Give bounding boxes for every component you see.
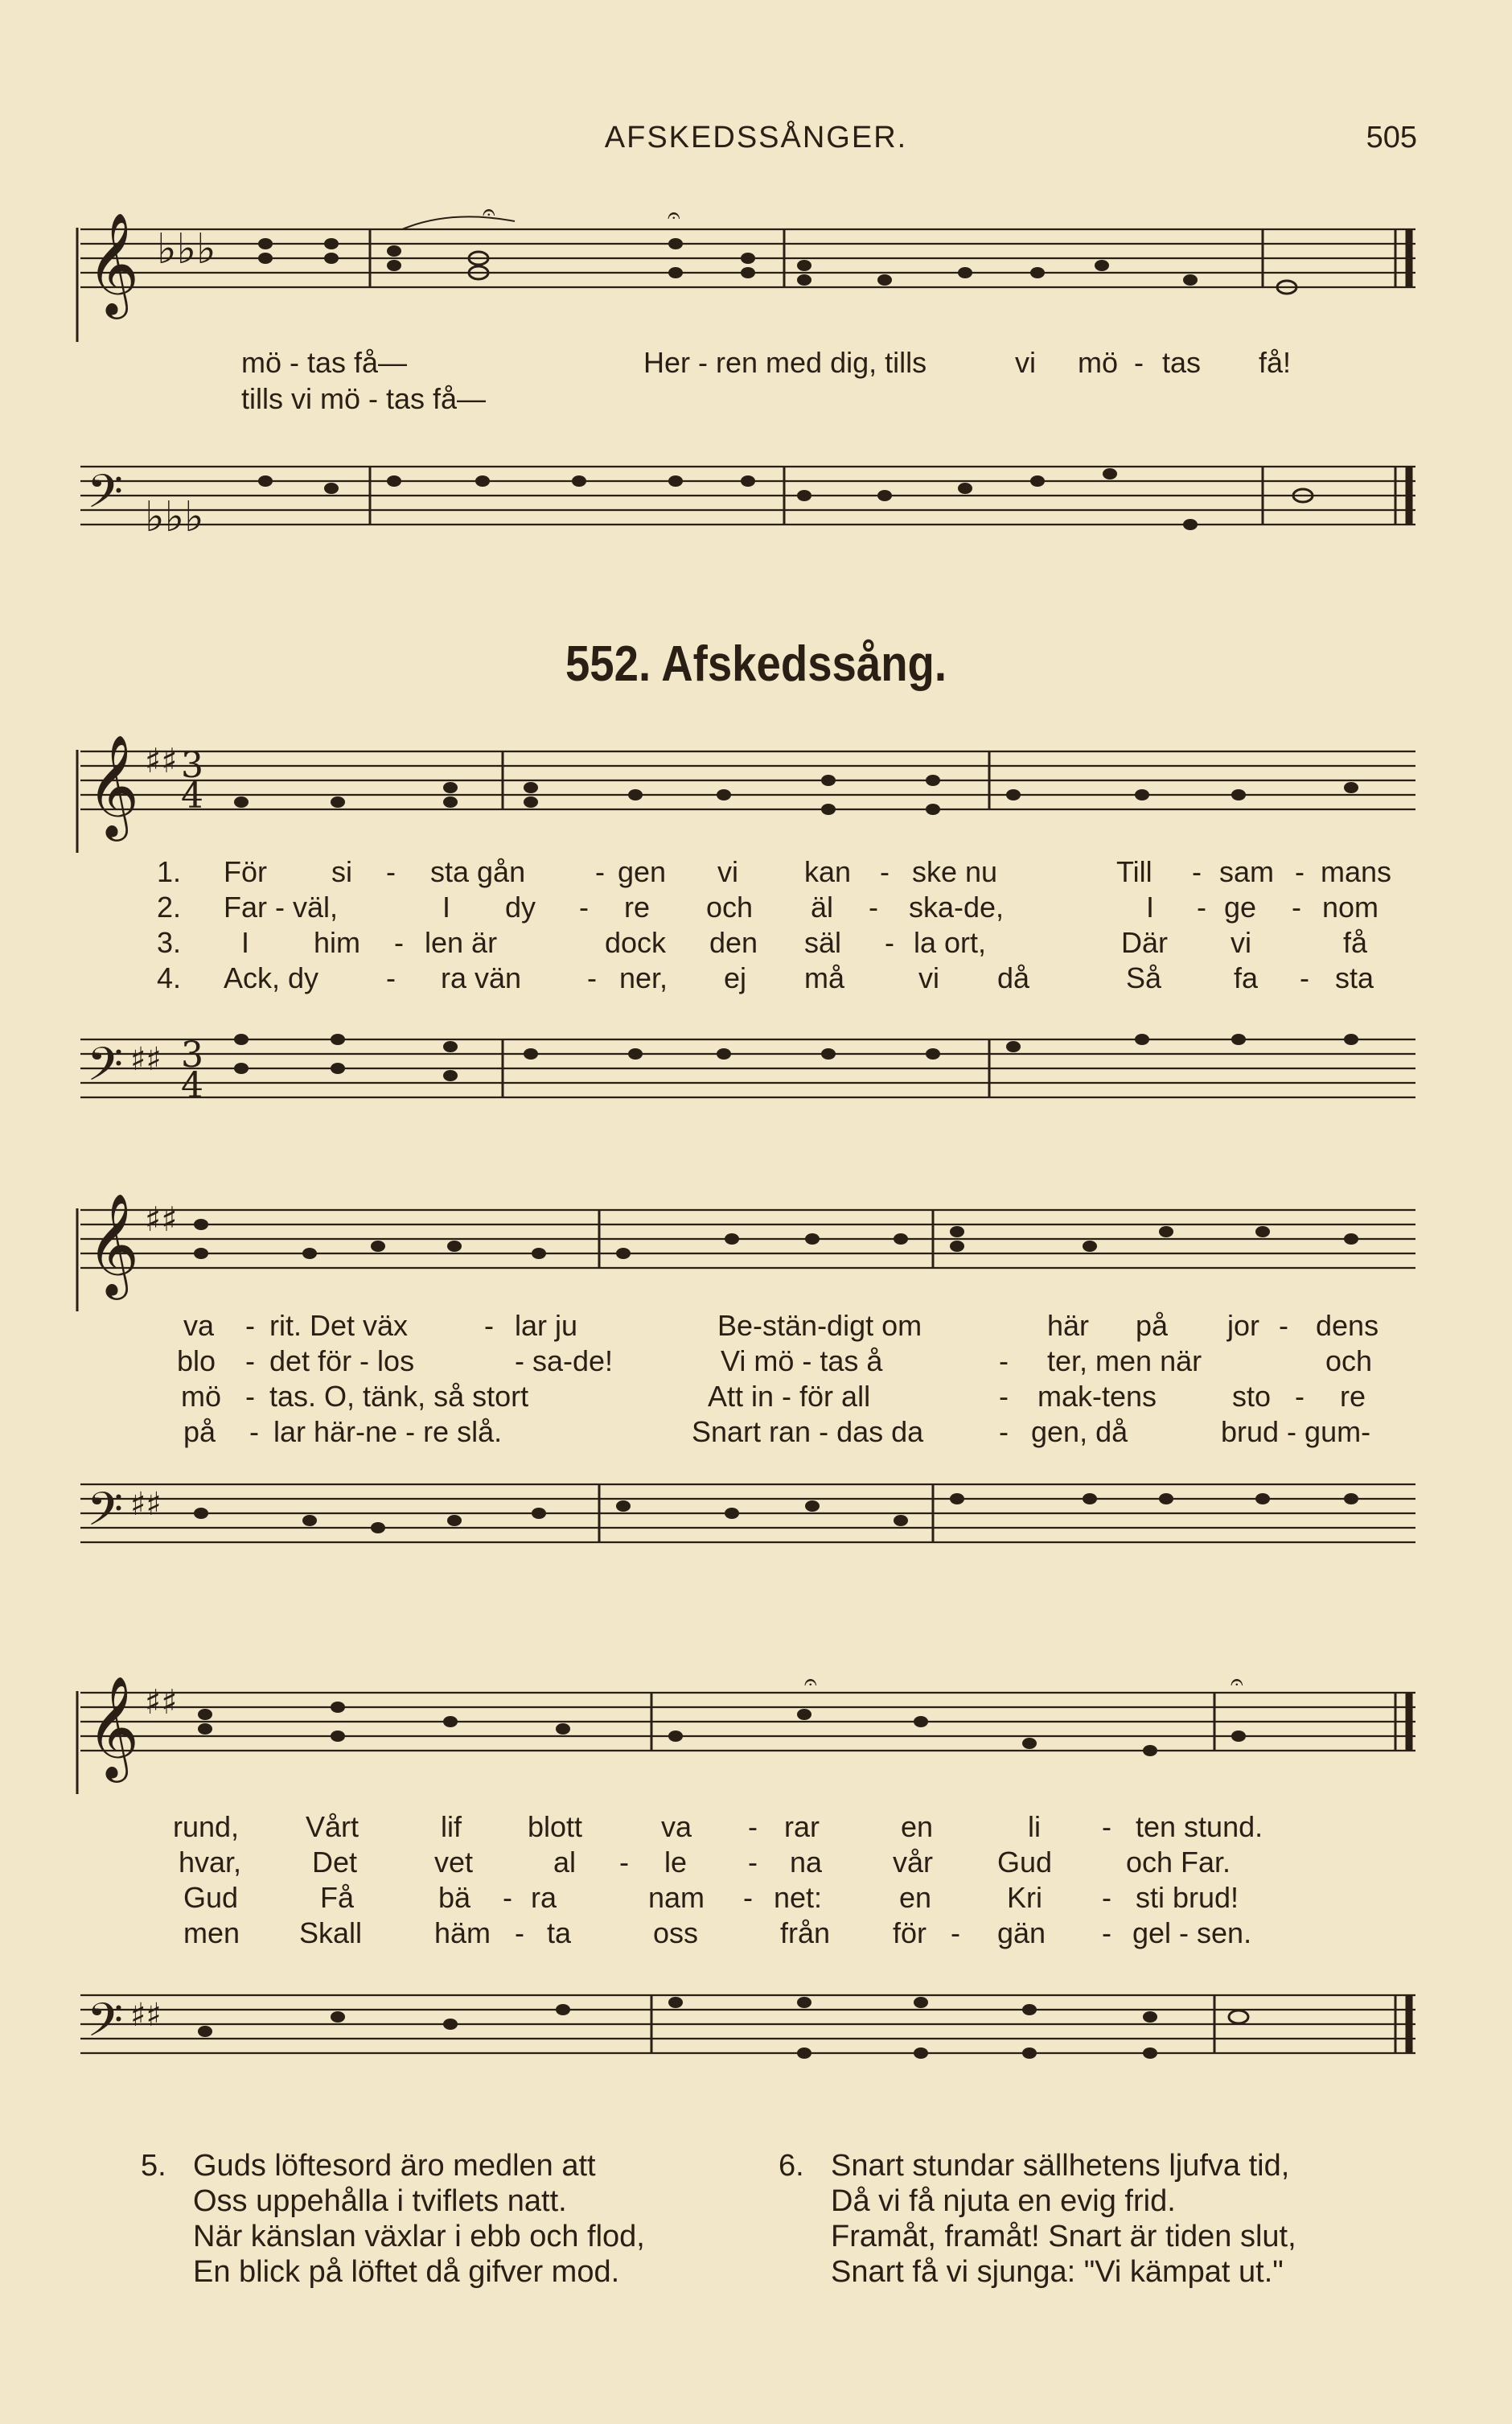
- system2-treble-staff: [0, 1191, 1512, 1311]
- prev-bass-staff: [0, 451, 1512, 587]
- sharp-icon: ♯♯: [145, 741, 178, 780]
- svg-text:♯♯: ♯♯: [130, 1486, 162, 1523]
- prev-lyric-6: tas: [1162, 346, 1202, 379]
- svg-text:𝄐: 𝄐: [483, 205, 495, 225]
- stanza-line: Oss uppehålla i tviflets natt.: [193, 2184, 567, 2218]
- svg-text:4: 4: [181, 1065, 203, 1106]
- svg-text:♯♯: ♯♯: [130, 1041, 162, 1078]
- prev-lyric-7: få!: [1259, 346, 1292, 379]
- system3-treble-staff: [0, 1673, 1512, 1794]
- svg-text:♯♯: ♯♯: [145, 1200, 178, 1239]
- treble-clef-icon: 𝄞: [87, 1192, 140, 1295]
- prev-lyric-4: mö: [1078, 346, 1119, 379]
- time-sig-bottom: 4: [181, 776, 203, 817]
- bass-clef-icon: 𝄢: [87, 1482, 124, 1548]
- stanza-line: Framåt, framåt! Snart är tiden slut,: [831, 2220, 1296, 2253]
- system3-verse-4: men Skall häm - ta oss från för - gän - gel - sen.: [183, 1916, 1252, 1949]
- system2-verse-3: mö - tas. O, tänk, så stort Att in - för all - mak-tens sto - re: [181, 1380, 1366, 1413]
- system3-verse-2: hvar, Det vet al - le - na vår Gud och Far.: [179, 1846, 1231, 1879]
- bass-clef-icon: 𝄢: [87, 1037, 124, 1103]
- system1-verse-2: Far - väl, I dy - re och äl - ska-de, I - ge - nom: [224, 891, 1379, 924]
- system2-verse-2: blo - det för - los - sa-de! Vi mö - tas å - ter, men när och: [177, 1344, 1373, 1377]
- page-number: 505: [1366, 121, 1417, 154]
- verse-number: 4.: [157, 961, 182, 994]
- svg-text:♭♭♭: ♭♭♭: [145, 493, 204, 541]
- stanza-number: 5.: [141, 2149, 166, 2183]
- system1-verse-1: För si - sta gån - gen vi kan - ske nu Till - sam - mans: [224, 855, 1392, 888]
- treble-clef-icon: 𝄞: [87, 212, 140, 315]
- prev-lyric-1: mö - tas få—: [241, 346, 408, 379]
- prev-treble-staff: [0, 205, 1512, 342]
- system2-verse-1: va - rit. Det väx - lar ju Be-stän-digt om här på jor - dens: [183, 1309, 1379, 1342]
- system1-treble-staff: [0, 732, 1512, 853]
- bass-clef-icon: 𝄢: [87, 1993, 124, 2059]
- svg-text:3: 3: [181, 1035, 203, 1076]
- stanza-line: En blick på löftet då gifver mod.: [193, 2255, 620, 2289]
- svg-text:𝄐: 𝄐: [804, 1673, 817, 1695]
- svg-text:♯♯: ♯♯: [130, 1997, 162, 2034]
- treble-clef-icon: 𝄞: [87, 734, 140, 837]
- prev-lyric-line-2: tills vi mö - tas få—: [241, 382, 487, 415]
- stanza-number: 6.: [779, 2149, 804, 2183]
- verse-number: 1.: [157, 855, 182, 888]
- system1-bass-staff: [0, 1022, 1512, 1134]
- running-title: AFSKEDSSÅNGER.: [604, 121, 908, 154]
- system1-verse-4: Ack, dy - ra vän - ner, ej må vi då Så fa - sta: [224, 961, 1374, 994]
- svg-text:𝄐: 𝄐: [668, 205, 680, 228]
- prev-lyric-3: vi: [1015, 346, 1036, 379]
- svg-text:♯♯: ♯♯: [145, 1682, 178, 1722]
- svg-text:𝄐: 𝄐: [1231, 1673, 1243, 1695]
- system3-verse-3: Gud Få bä - ra nam - net: en Kri - sti brud!: [183, 1881, 1239, 1914]
- system2-verse-4: på - lar här-ne - re slå. Snart ran - das da - gen, då brud - gum-: [183, 1415, 1371, 1448]
- verse-number: 3.: [157, 926, 182, 959]
- hymn-title: 552. Afskedssång.: [565, 636, 947, 692]
- treble-clef-icon: 𝄞: [87, 1675, 140, 1778]
- stanza-line: Snart få vi sjunga: "Vi kämpat ut.": [831, 2255, 1284, 2289]
- stanza-line: Då vi få njuta en evig frid.: [831, 2184, 1176, 2218]
- prev-lyric-2: Her - ren med dig, tills: [643, 346, 927, 379]
- stanza-line: När känslan växlar i ebb och flod,: [193, 2220, 645, 2253]
- prev-lyric-5: -: [1134, 346, 1144, 379]
- time-sig-top: 3: [181, 745, 203, 786]
- system2-bass-staff: [0, 1460, 1512, 1573]
- system3-verse-1: rund, Vårt lif blott va - rar en li - ten stund.: [173, 1810, 1263, 1843]
- verse-number: 2.: [157, 891, 182, 924]
- stanza-line: Guds löftesord äro medlen att: [193, 2149, 596, 2183]
- system3-bass-staff: [0, 1971, 1512, 2108]
- flat-icon: ♭♭♭: [157, 225, 216, 274]
- bass-clef-icon: 𝄢: [87, 464, 124, 530]
- stanza-line: Snart stundar sällhetens ljufva tid,: [831, 2149, 1290, 2183]
- system1-verse-3: I him - len är dock den säl - la ort, Där vi få: [241, 926, 1368, 959]
